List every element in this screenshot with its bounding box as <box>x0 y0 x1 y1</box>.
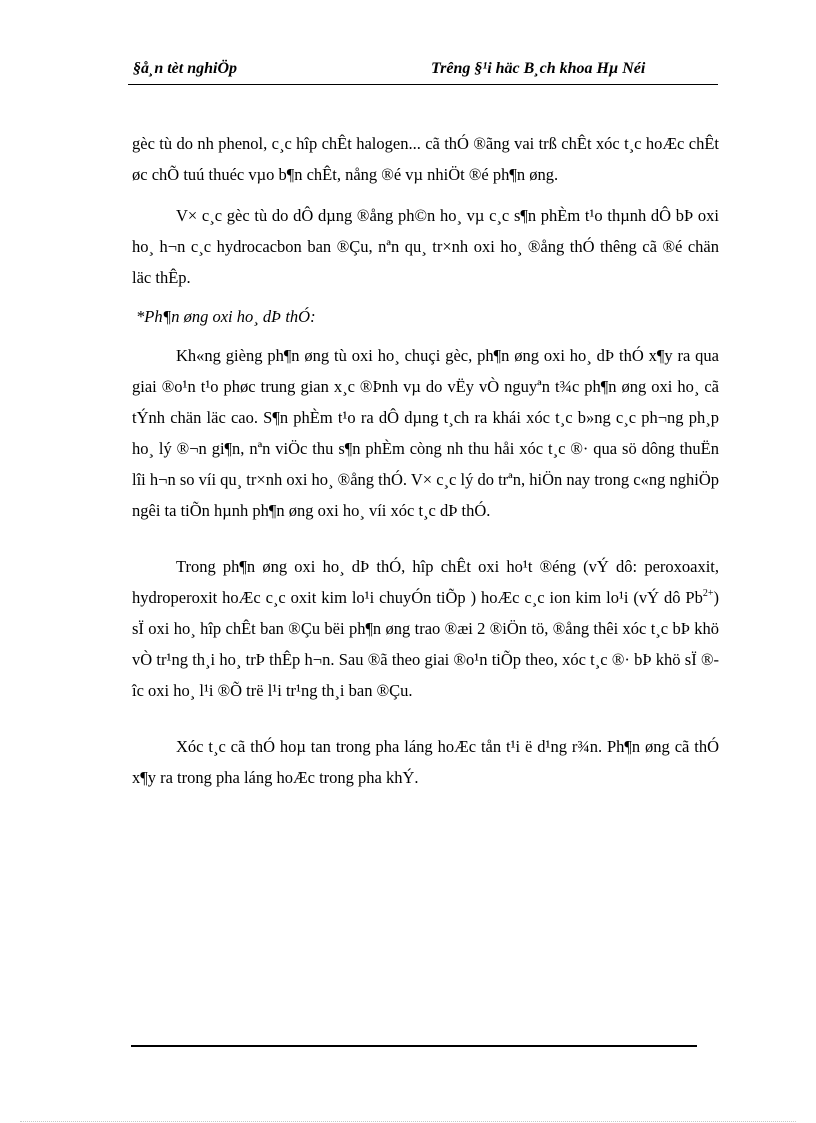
header-left-title: §å¸n tèt nghiÖp <box>133 60 238 77</box>
section-subheading: *Ph¶n øng oxi ho¸ dÞ thÓ: <box>136 307 316 326</box>
page-edge-dots <box>20 1121 796 1122</box>
header-divider <box>128 84 718 85</box>
paragraph-2: V× c¸c gèc tù do dÔ dµng ®ång ph©n ho¸ vµ c¸c s¶n phÈm t¹o thµnh dÔ bÞ oxi ho¸ h¬n c¸c hydrocacbon ban ®Çu, nªn qu¸ tr×nh oxi ho¸ ®ång thÓ thêng cã ®é chän läc thÊp. <box>132 206 719 287</box>
paragraph-4-text-a: Trong ph¶n øng oxi ho¸ dÞ thÓ, hîp chÊt oxi ho¹t ®éng (vÝ dô: peroxoaxit, hydroperoxit hoÆc c¸c oxit kim lo¹i chuyÓn tiÕp ) hoÆc c¸c ion kim lo¹i (vÝ dô Pb <box>132 557 719 607</box>
paragraph-4-text-b: ) sÏ oxi ho¸ hîp chÊt ban ®Çu bëi ph¶n øng trao ®æi 2 ®iÖn tö, ®ång thêi xóc t¸c bÞ khö vÒ tr¹ng th¸i ho¸ trÞ thÊp h¬n. Sau ®ã theo giai ®o¹n tiÕp theo, xóc t¸c ®· bÞ khö sÏ ®îc oxi ho¸ l¹i ®Õ trë l¹i tr¹ng th¸i ban ®Çu. <box>132 588 719 700</box>
document-body <box>132 128 719 793</box>
paragraph-5: Xóc t¸c cã thÓ hoµ tan trong pha láng hoÆc tån t¹i ë d¹ng r¾n. Ph¶n øng cã thÓ x¶y ra trong pha láng hoÆc trong pha khÝ. <box>132 737 719 787</box>
paragraph-4 <box>132 551 719 706</box>
footer-divider <box>131 1045 697 1047</box>
paragraph-1: gèc tù do nh phenol, c¸c hîp chÊt halogen... cã thÓ ®ãng vai trß chÊt xóc t¸c hoÆc chÊt øc chÕ tuú thuéc vµo b¶n chÊt, nång ®é vµ nhiÖt ®é ph¶n øng. <box>132 134 719 184</box>
paragraph-3: Kh«ng gièng ph¶n øng tù oxi ho¸ chuçi gèc, ph¶n øng oxi ho¸ dÞ thÓ x¶y ra qua giai ®o¹n t¹o phøc trung gian x¸c ®Þnh vµ do vËy vÒ nguyªn t¾c ph¶n øng oxi ho¸ cã tÝnh chän läc cao. S¶n phÈm t¹o ra dÔ dµng t¸ch ra khái xóc t¸c b»ng c¸c ph¬ng ph¸p ho¸ lý ®¬n gi¶n, nªn viÖc thu s¶n phÈm còng nh thu håi xóc t¸c ®· qua sö dông thuËn lîi h¬n so víi qu¸ tr×nh oxi ho¸ ®ång thÓ. V× c¸c lý do trªn, hiÖn nay trong c«ng nghiÖp ngêi ta tiÕn hµnh ph¶n øng oxi ho¸ víi xóc t¸c dÞ thÓ. <box>132 346 719 520</box>
superscript-charge: 2+ <box>702 588 714 599</box>
header-right-title: Trêng §¹i häc B¸ch khoa Hµ Néi <box>431 60 646 77</box>
